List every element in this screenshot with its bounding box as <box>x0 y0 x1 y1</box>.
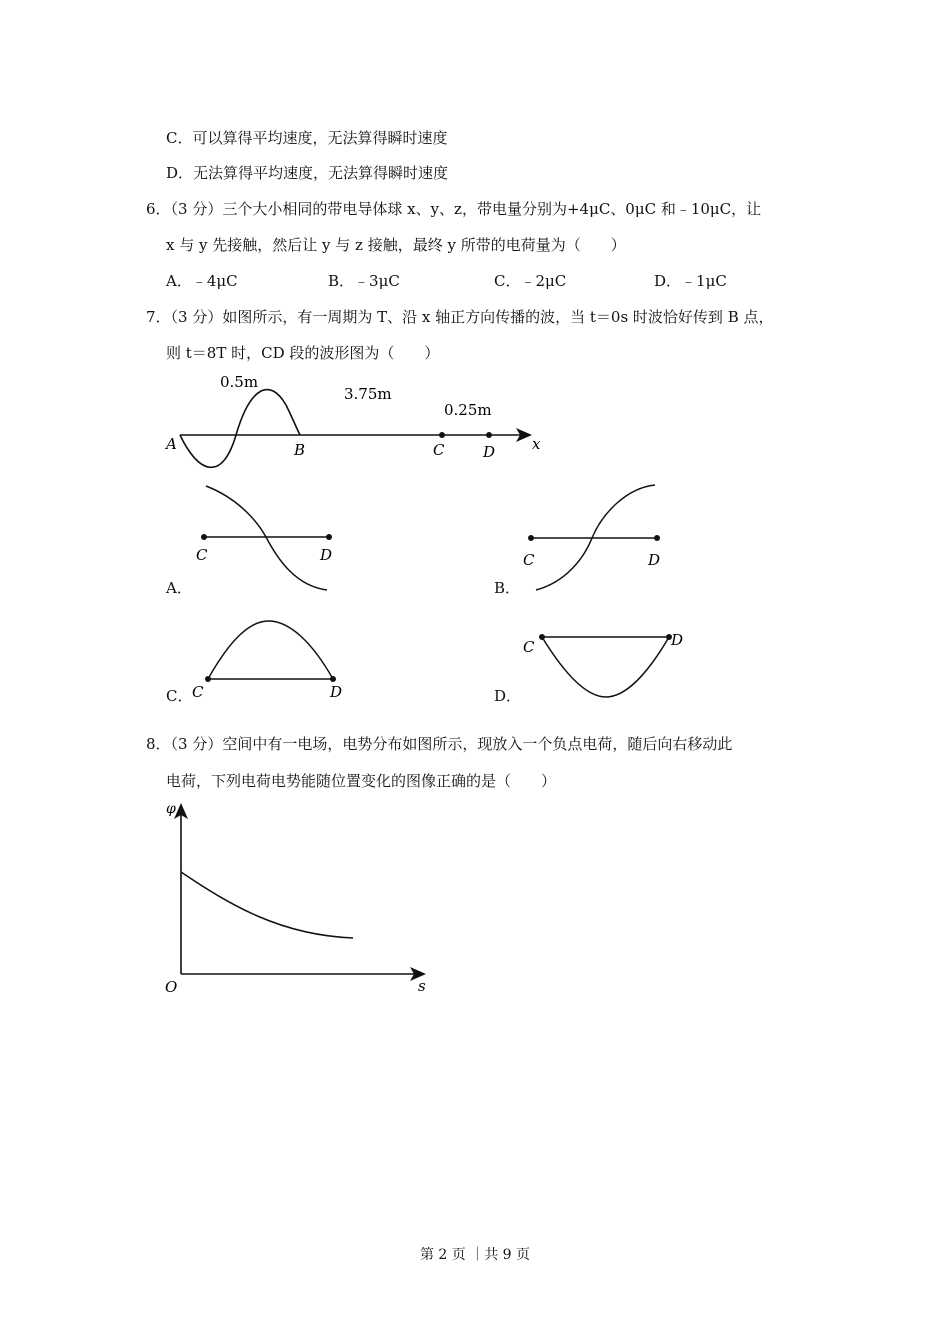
x-axis-label: s <box>418 977 426 995</box>
q7-option-d-label: D． <box>494 687 522 705</box>
potential-curve <box>181 872 353 938</box>
dim-cd-label: 0.25m <box>444 401 492 419</box>
q7-option-a-label: A． <box>166 579 192 597</box>
point-d <box>326 534 332 540</box>
q8-potential-graph <box>160 795 450 1000</box>
q6-stem-line2: x 与 y 先接触，然后让 y 与 z 接触，最终 y 所带的电荷量为（ ） <box>166 236 626 254</box>
y-axis-label: φ <box>166 801 176 817</box>
q5-option-d: D．无法算得平均速度，无法算得瞬时速度 <box>166 164 449 182</box>
q7-stem-line1: 7．（3 分）如图所示，有一周期为 T、沿 x 轴正方向传播的波，当 t＝0s 时波恰好传到 B 点， <box>146 308 774 326</box>
label-x: x <box>532 435 541 453</box>
label-c: C <box>192 683 204 701</box>
q6-stem-line1: 6．（3 分）三个大小相同的带电导体球 x、y、z，带电量分别为+4μC、0μC 和﹣10μC，让 <box>146 200 762 218</box>
label-d: D <box>648 551 661 569</box>
label-d: D <box>320 546 333 564</box>
wave-curve <box>206 486 327 590</box>
origin-label: O <box>165 978 178 996</box>
q7-option-b-figure <box>518 480 668 595</box>
point-c <box>528 535 534 541</box>
q7-stem-line2: 则 t＝8T 时，CD 段的波形图为（ ） <box>166 344 440 362</box>
label-b: B <box>294 441 306 459</box>
label-c: C <box>433 441 445 459</box>
q7-option-b-label: B． <box>494 579 521 597</box>
q6-option-a: A．﹣4μC <box>166 272 238 290</box>
label-d: D <box>671 631 684 649</box>
q8-stem-line1: 8．（3 分）空间中有一电场，电势分布如图所示，现放入一个负点电荷，随后向右移动此 <box>146 735 733 753</box>
label-d: D <box>483 443 496 461</box>
wave-curve <box>180 390 300 468</box>
dim-ab-label: 0.5m <box>220 373 259 391</box>
q7-option-a-figure <box>190 480 340 595</box>
q7-option-c-figure <box>190 610 350 705</box>
q6-option-b: B．﹣3μC <box>328 272 400 290</box>
label-c: C <box>196 546 208 564</box>
point-d <box>654 535 660 541</box>
q7-option-d-figure <box>518 625 693 705</box>
wave-curve <box>542 637 669 697</box>
dim-bc-label: 3.75m <box>344 385 392 403</box>
label-c: C <box>523 551 535 569</box>
wave-curve <box>208 621 333 679</box>
q8-stem-line2: 电荷，下列电荷电势能随位置变化的图像正确的是（ ） <box>166 772 557 790</box>
label-d: D <box>330 683 343 701</box>
point-c <box>201 534 207 540</box>
label-c: C <box>523 638 535 656</box>
point-c <box>439 432 445 438</box>
q7-wave-figure <box>160 365 560 475</box>
q6-option-d: D．﹣1μC <box>654 272 727 290</box>
label-a: A <box>166 435 177 453</box>
q7-option-c-label: C． <box>166 687 193 705</box>
point-d <box>486 432 492 438</box>
q5-option-c: C．可以算得平均速度，无法算得瞬时速度 <box>166 129 448 147</box>
q6-option-c: C．﹣2μC <box>494 272 567 290</box>
page-footer: 第 2 页 ｜共 9 页 <box>419 1247 531 1263</box>
